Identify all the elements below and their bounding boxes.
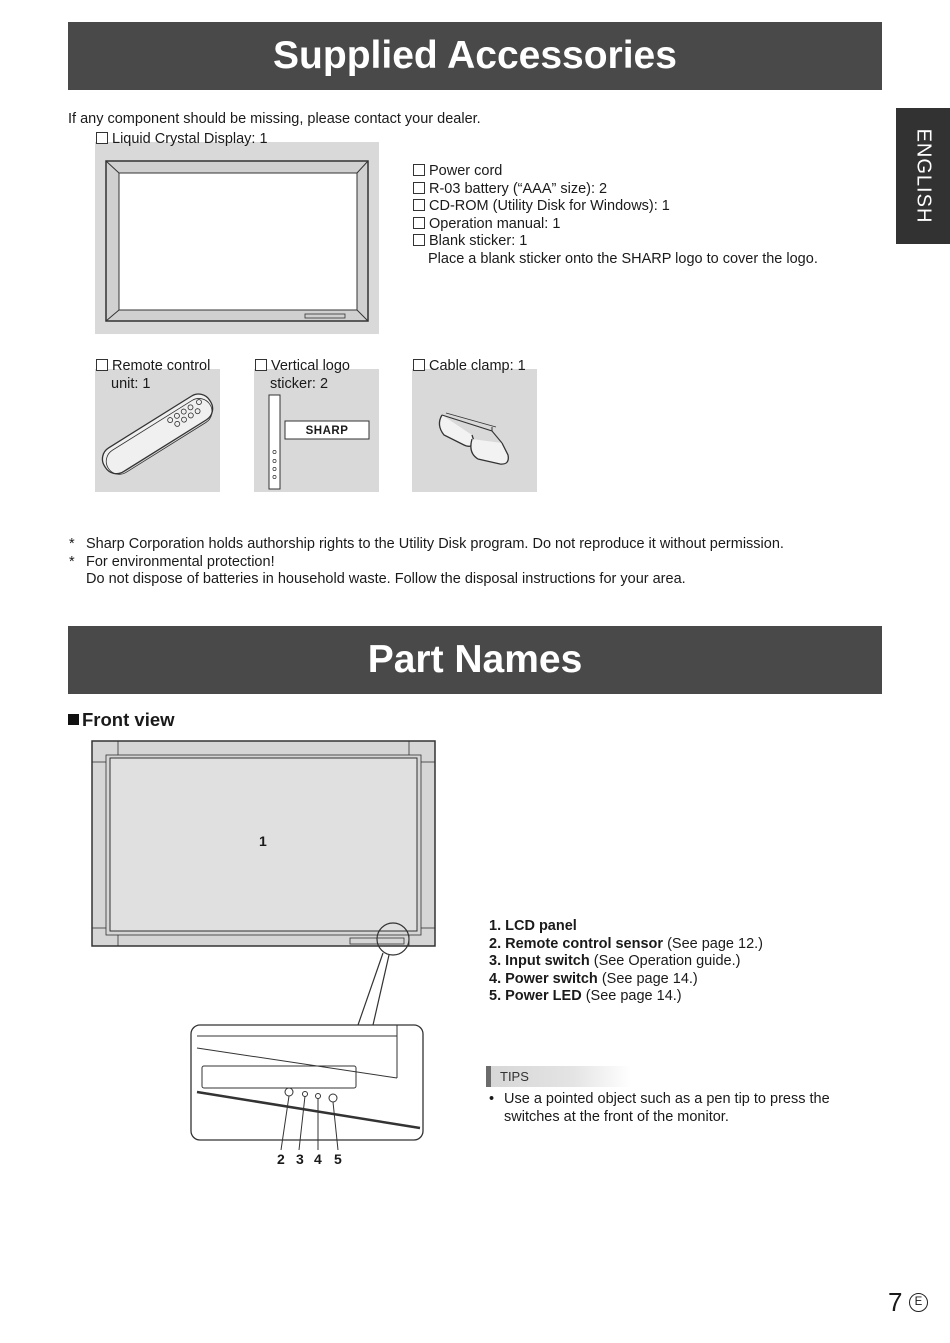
- part-name: LCD panel: [505, 918, 577, 934]
- tips-bullet: •: [489, 1091, 495, 1107]
- cable-clamp-item-label: Cable clamp: 1: [429, 358, 526, 374]
- part-ref: (See Operation guide.): [589, 953, 741, 969]
- part-item: [489, 971, 763, 989]
- note-batteries: Do not dispose of batteries in household waste. Follow the disposal instructions for your area.: [86, 571, 686, 587]
- accessory-item-label: CD-ROM (Utility Disk for Windows): 1: [429, 198, 670, 214]
- part-number: 2.: [489, 935, 502, 952]
- callout-lcd-panel: 1: [259, 833, 267, 849]
- page-number: 7: [888, 1287, 903, 1317]
- accessories-title: Supplied Accessories: [68, 22, 882, 90]
- part-number: 4.: [489, 970, 502, 987]
- language-tab-label: ENGLISH: [912, 128, 935, 224]
- remote-item-label-cont: unit: 1: [111, 375, 151, 392]
- callout-remote-sensor: 2: [277, 1151, 285, 1167]
- front-view-heading-label: Front view: [82, 709, 175, 730]
- part-item: [489, 988, 763, 1006]
- note-mark: *: [69, 536, 75, 552]
- part-name: Power switch: [505, 970, 598, 987]
- note-environment: For environmental protection!: [86, 553, 275, 570]
- tips-label: TIPS: [500, 1069, 529, 1084]
- part-list: [489, 918, 763, 1006]
- part-ref: (See page 14.): [597, 970, 698, 987]
- accessory-item-label: Power cord: [429, 163, 503, 179]
- callout-power-switch: 4: [314, 1151, 322, 1167]
- part-names-title: Part Names: [68, 626, 882, 694]
- accessory-item-label: Blank sticker: 1: [429, 233, 528, 249]
- part-number: 1.: [489, 918, 502, 934]
- part-name: Input switch: [505, 953, 590, 969]
- callout-input-switch: 3: [296, 1151, 304, 1167]
- tips-header: [486, 1066, 631, 1087]
- tips-text-line-1: Use a pointed object such as a pen tip to press the: [504, 1091, 830, 1107]
- part-item: [489, 918, 763, 936]
- accessory-item-label: R-03 battery (“AAA” size): 2: [429, 180, 608, 197]
- logo-sticker-item-label-cont: sticker: 2: [270, 375, 329, 392]
- note-authorship: Sharp Corporation holds authorship rights to the Utility Disk program. Do not reproduce it without permission.: [86, 536, 784, 552]
- part-number: 5.: [489, 988, 502, 1004]
- note-mark: *: [69, 553, 75, 570]
- language-mark: E: [909, 1293, 928, 1312]
- remote-item-label: Remote control: [112, 358, 211, 374]
- logo-sticker-item-label: Vertical logo: [271, 358, 350, 374]
- tips-text-line-2: switches at the front of the monitor.: [504, 1108, 729, 1125]
- part-item: [489, 936, 763, 954]
- sharp-logo: SHARP: [305, 425, 349, 437]
- part-ref: (See page 12.): [663, 935, 764, 952]
- part-ref: (See page 14.): [581, 988, 682, 1004]
- part-item: [489, 953, 763, 971]
- part-name: Power LED: [505, 988, 582, 1004]
- blank-sticker-note: Place a blank sticker onto the SHARP logo to cover the logo.: [428, 250, 818, 267]
- accessory-item-label: Operation manual: 1: [429, 215, 561, 232]
- accessories-intro: If any component should be missing, please contact your dealer.: [68, 111, 481, 127]
- callout-power-led: 5: [334, 1151, 342, 1167]
- part-number: 3.: [489, 953, 502, 969]
- lcd-item-label: Liquid Crystal Display: 1: [112, 131, 268, 147]
- part-name: Remote control sensor: [505, 935, 664, 952]
